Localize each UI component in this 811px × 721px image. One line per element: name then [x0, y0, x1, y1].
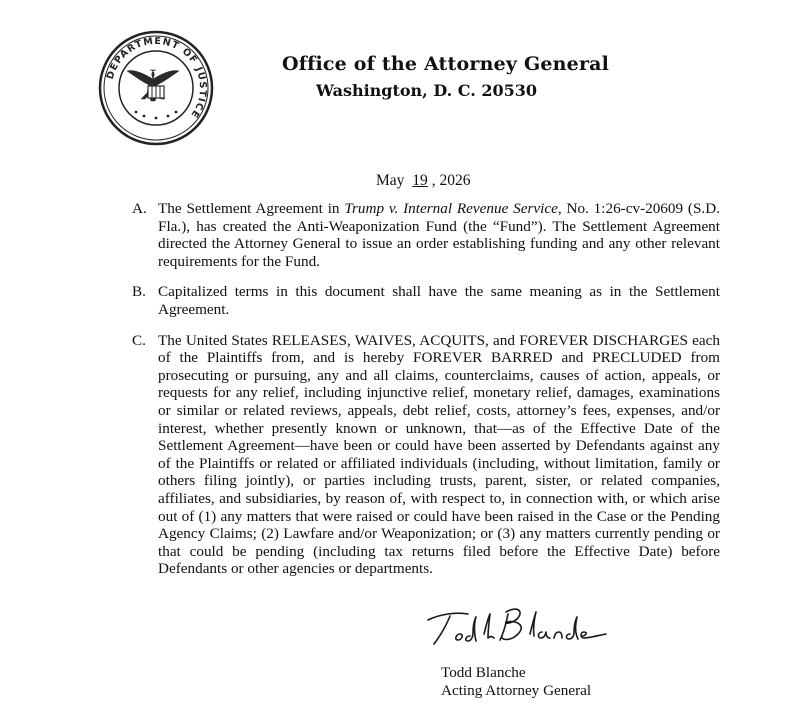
signer-name: Todd Blanche	[441, 664, 526, 681]
signer-title: Acting Attorney General	[441, 682, 592, 699]
clause-text-post: , No. 1:26-cv-20609 (S.D. Fla.), has created the Anti-Weaponization Fund (the “Fund”). The Settlement Agreement directed the Attorney General to issue an order establishing funding and any other relevant requirements for the Fund.	[158, 200, 720, 270]
office-address: Washington, D. C. 20530	[316, 81, 538, 100]
date-day: 19	[412, 172, 428, 189]
office-title: Office of the Attorney General	[282, 53, 610, 75]
clause-label: B.	[132, 283, 146, 301]
clause-a	[132, 200, 720, 270]
document-date	[376, 172, 471, 190]
clause-text: The United States RELEASES, WAIVES, ACQUITS, and FOREVER DISCHARGES each of the Plaintiffs from, and is hereby FOREVER BARRED and PRECLUDED from prosecuting or pursuing, any and all claims, counterclaims, causes of action, appeals, or requests for any relief, including injunctive relief, monetary relief, damages, examinations or similar or related reviews, appeals, debt relief, costs, attorney’s fees, expenses, and/or interest, whether presently known or unknown, that—as of the Effective Date of the Settlement Agreement—have been or could have been asserted by Defendants against any of the Plaintiffs or related or affiliated individuals (including, without limitation, family or others filing jointly), or parties including trusts, parent, sister, or related companies, affiliates, and subsidiaries, by reason of, with respect to, in connection with, or which arise out of (1) any matters that were raised or could have been raised in the Case or the Pending Agency Claims; (2) Lawfare and/or Weaponization; or (3) any matters currently pending or that could be pending (including tax returns filed before the Effective Date) before Defendants or other agencies or departments.	[158, 331, 720, 578]
date-month: May	[376, 172, 405, 189]
clause-c	[132, 332, 720, 578]
clauses	[132, 200, 720, 591]
case-name: Trump v. Internal Revenue Service	[344, 200, 558, 217]
letterhead	[282, 52, 610, 102]
clause-b	[132, 283, 720, 318]
clause-text	[158, 200, 720, 270]
date-year: , 2026	[431, 172, 471, 189]
signature-block	[441, 664, 591, 700]
handwritten-signature	[420, 600, 620, 654]
department-of-justice-seal-icon	[98, 30, 214, 146]
seal-text: DEPARTMENT OF JUSTICE	[104, 35, 209, 121]
clause-text-pre: The Settlement Agreement in	[158, 200, 345, 217]
clause-text: Capitalized terms in this document shall have the same meaning as in the Settlement Agreement.	[158, 283, 720, 318]
clause-label: C.	[132, 331, 146, 349]
clause-label: A.	[132, 200, 147, 217]
